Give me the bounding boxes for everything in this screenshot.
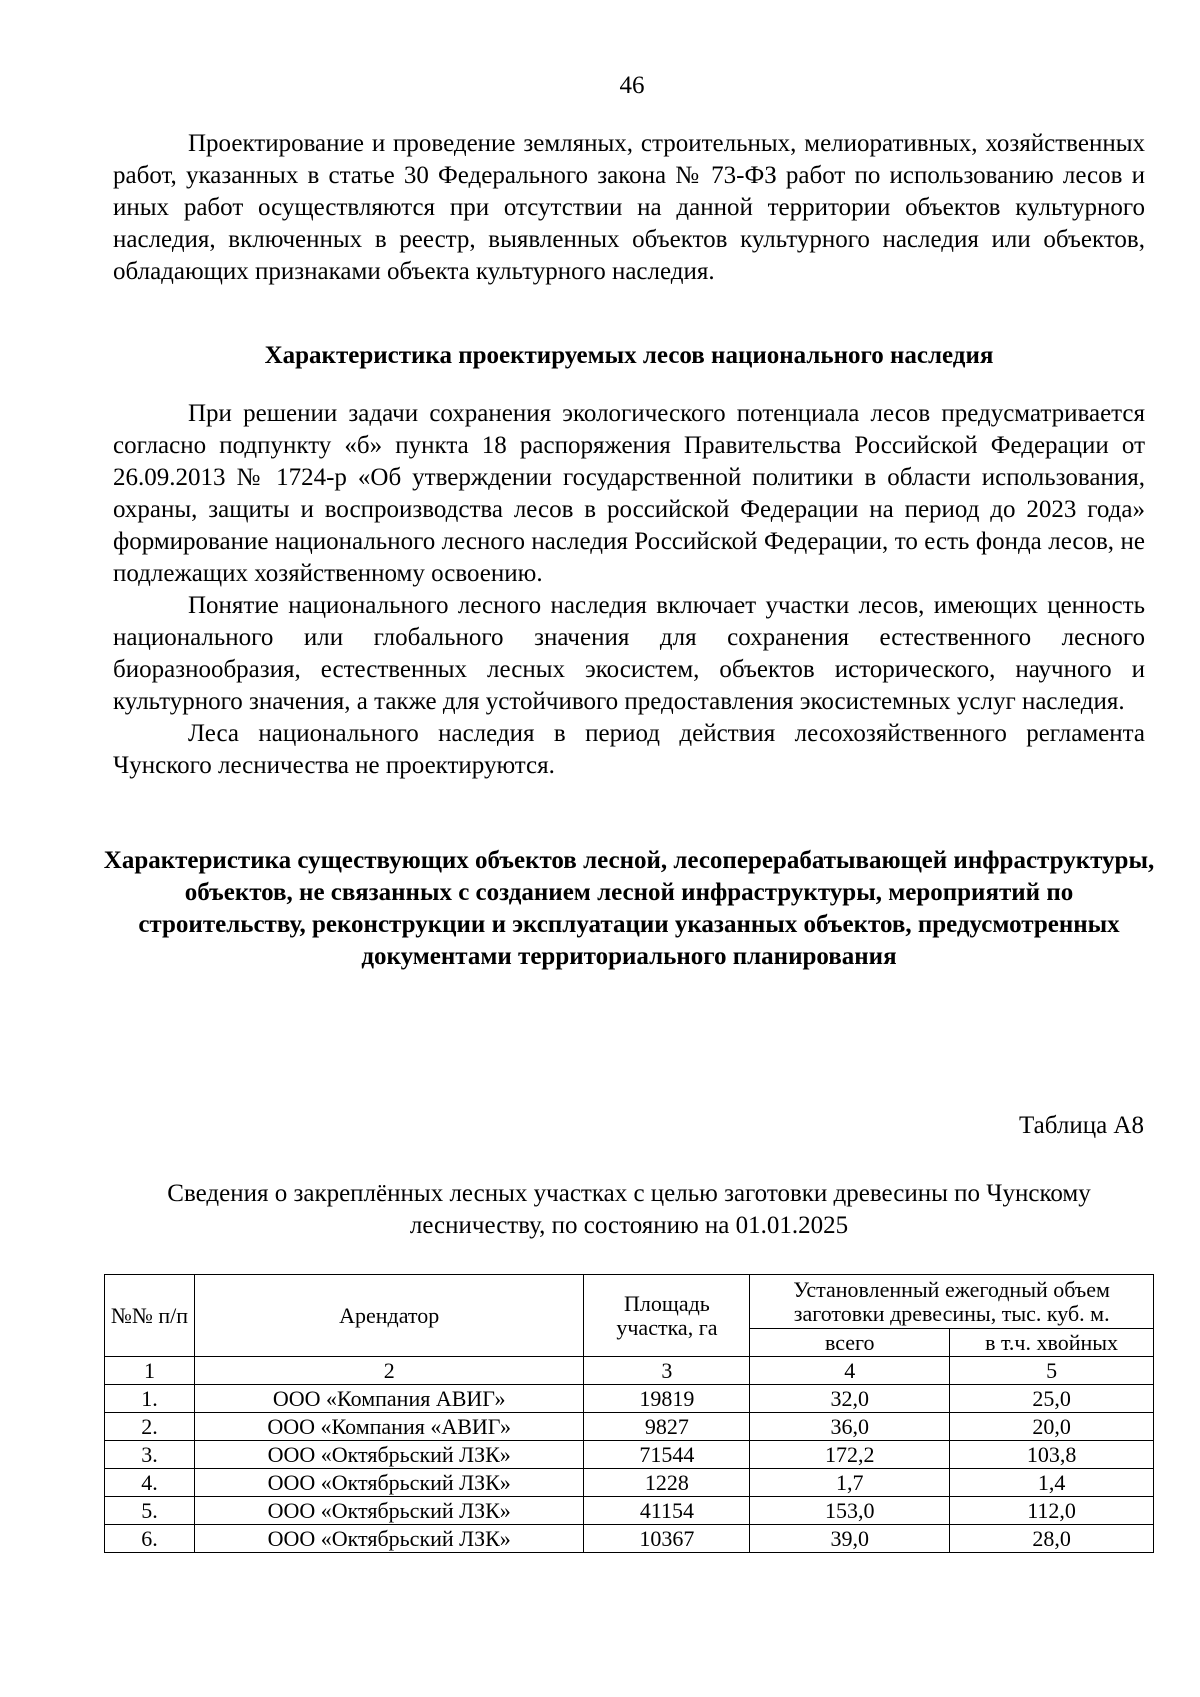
cell-number: 3.	[105, 1441, 195, 1469]
table-row	[105, 1497, 1154, 1525]
header-volume-conifer: в т.ч. хвойных	[950, 1329, 1154, 1357]
cell-tenant: ООО «Октябрьский ЛЗК»	[194, 1525, 584, 1553]
cell-tenant: ООО «Октябрьский ЛЗК»	[194, 1469, 584, 1497]
cell-volume-conifer: 112,0	[950, 1497, 1154, 1525]
header-tenant: Арендатор	[194, 1275, 584, 1357]
table-row	[105, 1385, 1154, 1413]
cell-area: 19819	[584, 1385, 750, 1413]
intro-section	[113, 128, 1145, 288]
header-volume-group: Установленный ежегодный объем заготовки древесины, тыс. куб. м.	[750, 1275, 1154, 1329]
heading-forest-heritage: Характеристика проектируемых лесов национального наследия	[264, 342, 994, 369]
cell-volume-conifer: 25,0	[950, 1385, 1154, 1413]
column-number: 1	[105, 1357, 195, 1385]
cell-number: 6.	[105, 1525, 195, 1553]
table-row	[105, 1413, 1154, 1441]
heading-infrastructure: Характеристика существующих объектов лесной, лесоперерабатывающей инфраструктуры, объектов, не связанных с созданием лесной инфраструктуры, мероприятий по строительству, реконструкции и эксплуатации указанных объектов, предусмотренных документами территориального планирования	[103, 847, 1155, 970]
cell-tenant: ООО «Компания «АВИГ»	[194, 1413, 584, 1441]
cell-volume-conifer: 28,0	[950, 1525, 1154, 1553]
cell-volume-total: 39,0	[750, 1525, 950, 1553]
column-number: 4	[750, 1357, 950, 1385]
cell-volume-conifer: 1,4	[950, 1469, 1154, 1497]
column-number: 3	[584, 1357, 750, 1385]
cell-area: 9827	[584, 1413, 750, 1441]
cell-number: 1.	[105, 1385, 195, 1413]
table-caption: Сведения о закреплённых лесных участках с целью заготовки древесины по Чунскому лесничеству, по состоянию на 01.01.2025	[167, 1180, 1091, 1239]
header-number: №№ п/п	[105, 1275, 195, 1357]
paragraph: При решении задачи сохранения экологического потенциала лесов предусматривается согласно подпункту «б» пункта 18 распоряжения Правительства Российской Федерации от 26.09.2013 № 1724-р «Об утверждении государственной политики в области использования, охраны, защиты и воспроизводства лесов в российской Федерации на период до 2023 года» формирование национального лесного наследия Российской Федерации, то есть фонда лесов, не подлежащих хозяйственному освоению.	[113, 400, 1145, 587]
cell-volume-total: 153,0	[750, 1497, 950, 1525]
cell-tenant: ООО «Компания АВИГ»	[194, 1385, 584, 1413]
column-number: 5	[950, 1357, 1154, 1385]
table-label: Таблица А8	[1019, 1112, 1144, 1139]
cell-area: 41154	[584, 1497, 750, 1525]
table-row	[105, 1525, 1154, 1553]
cell-volume-total: 36,0	[750, 1413, 950, 1441]
cell-volume-total: 172,2	[750, 1441, 950, 1469]
cell-volume-conifer: 20,0	[950, 1413, 1154, 1441]
cell-area: 10367	[584, 1525, 750, 1553]
forest-heritage-section	[113, 398, 1145, 782]
page-number: 46	[619, 72, 645, 99]
table-row	[105, 1441, 1154, 1469]
lease-table	[104, 1274, 1154, 1553]
paragraph: Понятие национального лесного наследия включает участки лесов, имеющих ценность национального или глобального значения для сохранения естественного лесного биоразнообразия, естественных лесных экосистем, объектов исторического, научного и культурного значения, а также для устойчивого предоставления экосистемных услуг наследия.	[113, 592, 1145, 715]
intro-paragraph: Проектирование и проведение земляных, строительных, мелиоративных, хозяйственных работ, указанных в статье 30 Федерального закона № 73-ФЗ работ по использованию лесов и иных работ осуществляются при отсутствии на данной территории объектов культурного наследия, включенных в реестр, выявленных объектов культурного наследия или объектов, обладающих признаками объекта культурного наследия.	[113, 130, 1145, 285]
cell-volume-total: 1,7	[750, 1469, 950, 1497]
cell-area: 71544	[584, 1441, 750, 1469]
header-area: Площадь участка, га	[584, 1275, 750, 1357]
cell-tenant: ООО «Октябрьский ЛЗК»	[194, 1497, 584, 1525]
cell-number: 5.	[105, 1497, 195, 1525]
cell-area: 1228	[584, 1469, 750, 1497]
header-volume-total: всего	[750, 1329, 950, 1357]
cell-volume-conifer: 103,8	[950, 1441, 1154, 1469]
cell-tenant: ООО «Октябрьский ЛЗК»	[194, 1441, 584, 1469]
cell-number: 4.	[105, 1469, 195, 1497]
column-number-row	[105, 1357, 1154, 1385]
column-number: 2	[194, 1357, 584, 1385]
table-row	[105, 1469, 1154, 1497]
cell-number: 2.	[105, 1413, 195, 1441]
cell-volume-total: 32,0	[750, 1385, 950, 1413]
paragraph: Леса национального наследия в период действия лесохозяйственного регламента Чунского лесничества не проектируются.	[113, 720, 1145, 779]
